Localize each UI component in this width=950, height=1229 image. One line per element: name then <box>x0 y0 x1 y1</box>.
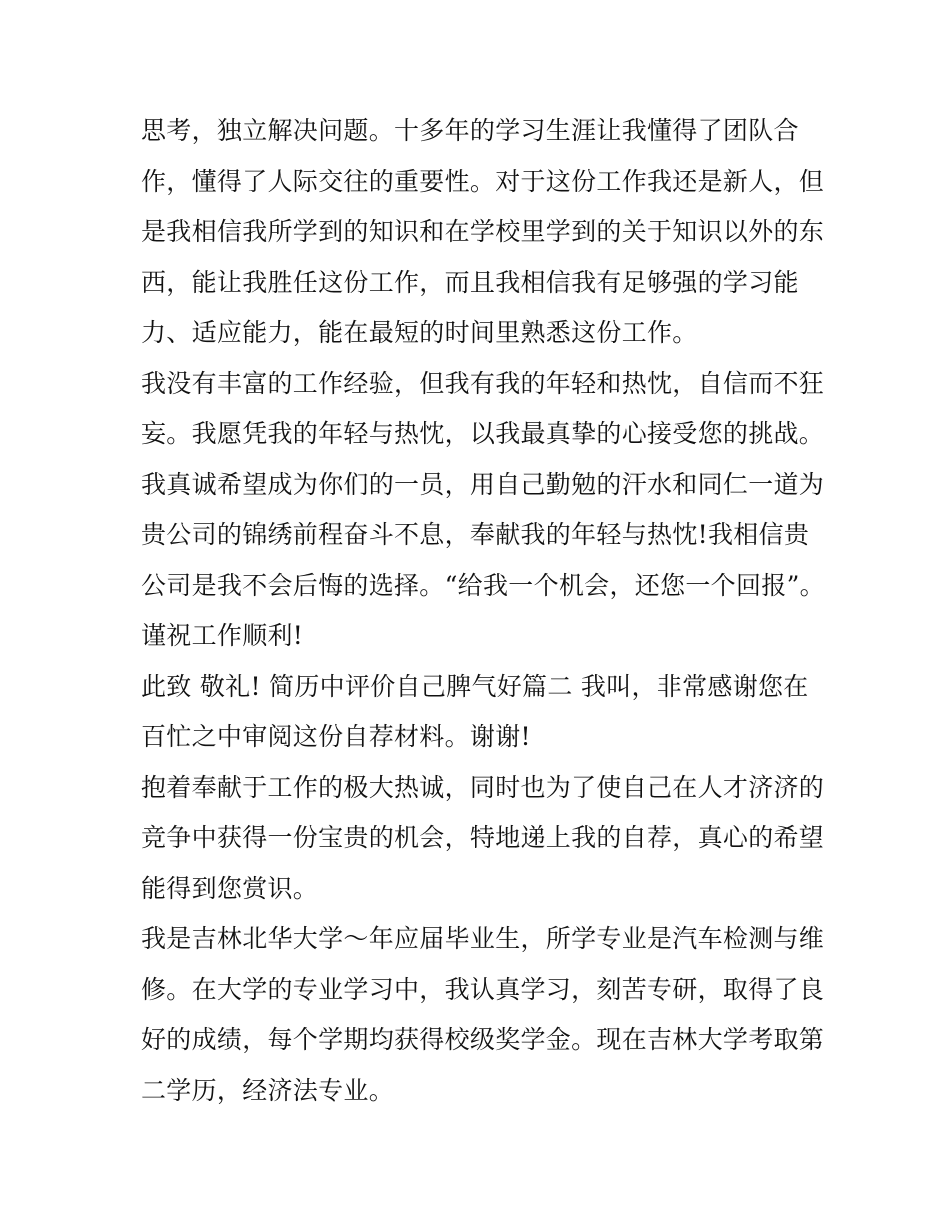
text-line: 作，懂得了人际交往的重要性。对于这份工作我还是新人，但 <box>141 166 825 196</box>
text-line: 修。在大学的专业学习中，我认真学习，刻苦专研，取得了良 <box>141 974 825 1004</box>
text-line: 谨祝工作顺利! <box>141 621 304 650</box>
text-line: 公司是我不会后悔的选择。“给我一个机会，还您一个回报”。 <box>141 570 825 600</box>
text-line: 抱着奉献于工作的极大热诚，同时也为了使自己在人才济济的 <box>141 772 825 802</box>
document-body <box>141 106 825 1116</box>
text-line: 我没有丰富的工作经验，但我有我的年轻和热忱，自信而不狂 <box>141 368 825 398</box>
text-line: 是我相信我所学到的知识和在学校里学到的关于知识以外的东 <box>141 217 825 246</box>
text-line: 百忙之中审阅这份自荐材料。谢谢! <box>141 722 531 751</box>
text-line: 我真诚希望成为你们的一员，用自己勤勉的汗水和同仁一道为 <box>141 469 825 499</box>
text-line: 此致 敬礼! 简历中评价自己脾气好篇二 我叫，非常感谢您在 <box>141 671 809 701</box>
text-line: 我是吉林北华大学～年应届毕业生，所学专业是汽车检测与维 <box>141 924 825 953</box>
text-line: 思考，独立解决问题。十多年的学习生涯让我懂得了团队合 <box>141 116 799 145</box>
text-line: 二学历，经济法专业。 <box>141 1075 395 1105</box>
text-line: 西，能让我胜任这份工作，而且我相信我有足够强的学习能 <box>141 267 799 297</box>
text-line: 妄。我愿凭我的年轻与热忱，以我最真挚的心接受您的挑战。 <box>141 419 825 448</box>
text-line: 贵公司的锦绣前程奋斗不息，奉献我的年轻与热忱!我相信贵 <box>141 520 810 549</box>
text-line: 力、适应能力，能在最短的时间里熟悉这份工作。 <box>141 318 698 347</box>
text-line: 好的成绩，每个学期均获得校级奖学金。现在吉林大学考取第 <box>141 1025 825 1054</box>
text-line: 竞争中获得一份宝贵的机会，特地递上我的自荐，真心的希望 <box>141 823 825 852</box>
text-line: 能得到您赏识。 <box>141 873 319 903</box>
